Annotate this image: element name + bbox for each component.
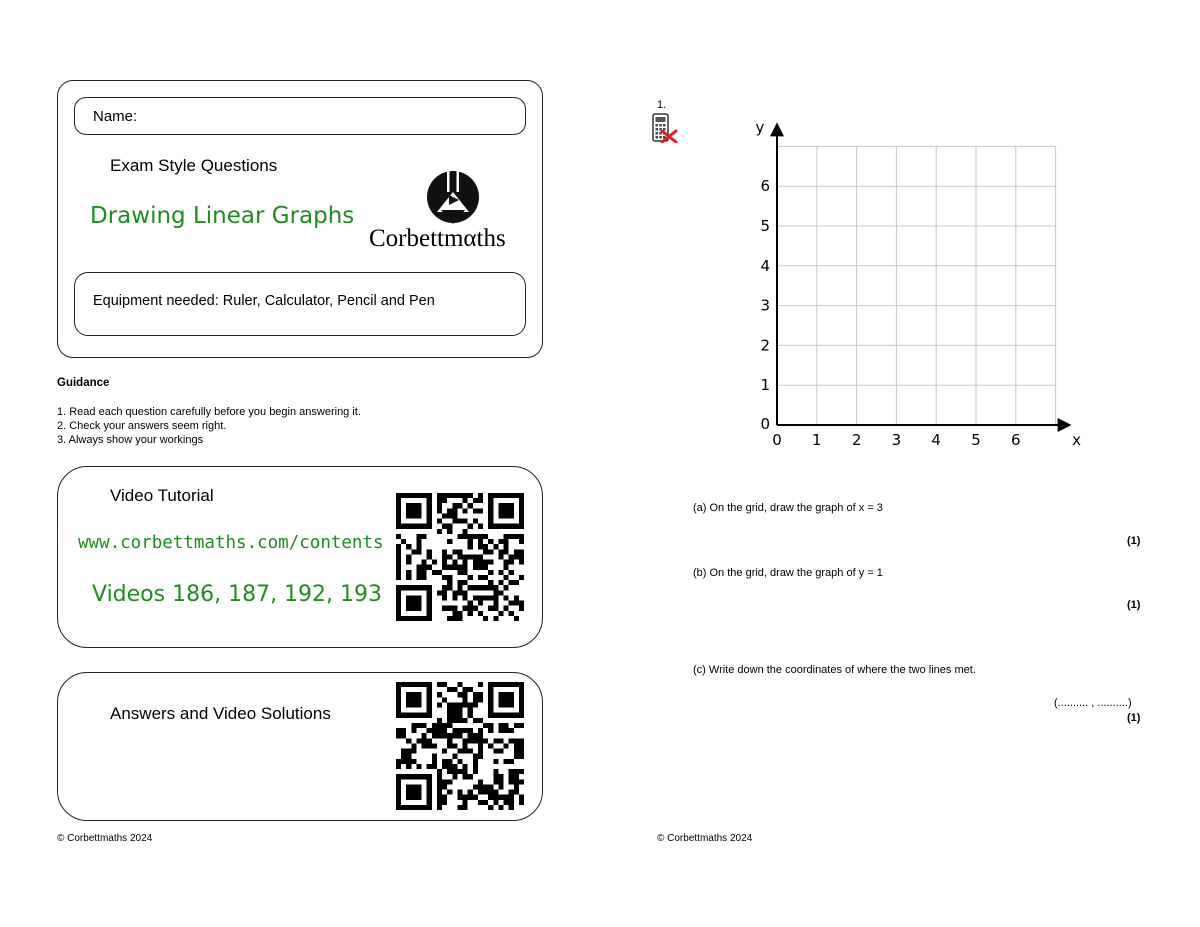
y-tick-label: 3: [760, 296, 770, 315]
y-tick-label: 2: [760, 336, 770, 355]
y-tick-label: 4: [760, 256, 770, 275]
footer-copyright-right: © Corbettmaths 2024: [657, 833, 753, 844]
y-tick-label: 5: [760, 217, 770, 235]
name-field[interactable]: [74, 97, 526, 135]
guidance-heading: Guidance: [57, 377, 110, 389]
exam-style-label: Exam Style Questions: [110, 156, 278, 175]
question-part-a: (a) On the grid, draw the graph of x = 3: [693, 502, 883, 514]
marks-part-b: (1): [1127, 599, 1141, 611]
video-tutorial-heading: Video Tutorial: [110, 486, 214, 505]
x-tick-label: 3: [891, 431, 902, 449]
equipment-text: Equipment needed: Ruler, Calculator, Pencil and Pen: [93, 293, 435, 309]
y-axis-arrow-icon: [770, 122, 784, 136]
x-tick-label: 2: [851, 431, 862, 449]
video-url-link[interactable]: www.corbettmaths.com/contents: [78, 533, 384, 553]
x-tick-label: 1: [812, 431, 822, 449]
coordinate-grid[interactable]: [740, 110, 1100, 455]
y-axis-label: y: [755, 118, 765, 137]
name-label: Name:: [93, 108, 138, 125]
question-number: 1.: [657, 99, 667, 111]
y-tick-label: 6: [760, 177, 770, 196]
answers-qr-code-icon[interactable]: [396, 682, 524, 810]
marks-part-c: (1): [1127, 712, 1141, 724]
guidance-item: 2. Check your answers seem right.: [57, 420, 227, 432]
x-tick-label: 5: [971, 431, 981, 449]
corbettmaths-logo-icon: [421, 170, 485, 229]
answers-heading: Answers and Video Solutions: [110, 704, 331, 723]
y-tick-label: 1: [760, 376, 770, 395]
question-part-c: (c) Write down the coordinates of where the two lines met.: [693, 664, 976, 676]
x-axis-arrow-icon: [1058, 418, 1072, 432]
x-axis-label: x: [1072, 431, 1082, 449]
video-qr-code-icon[interactable]: [396, 493, 524, 621]
x-tick-label: 6: [1011, 431, 1021, 449]
video-numbers: Videos 186, 187, 192, 193: [92, 582, 383, 607]
guidance-item: 3. Always show your workings: [57, 434, 204, 446]
answer-line-part-c[interactable]: (.......... , ..........): [1054, 697, 1132, 709]
logo-text: Corbettmαths: [369, 225, 506, 252]
footer-copyright-left: © Corbettmaths 2024: [57, 833, 153, 844]
x-tick-label: 0: [772, 431, 782, 449]
y-tick-label: 0: [760, 415, 770, 433]
worksheet-title: Drawing Linear Graphs: [90, 203, 355, 229]
question-part-b: (b) On the grid, draw the graph of y = 1: [693, 567, 883, 579]
marks-part-a: (1): [1127, 535, 1141, 547]
calculator-not-allowed-icon: [652, 113, 678, 148]
guidance-item: 1. Read each question carefully before you begin answering it.: [57, 406, 361, 418]
x-tick-label: 4: [931, 431, 941, 449]
